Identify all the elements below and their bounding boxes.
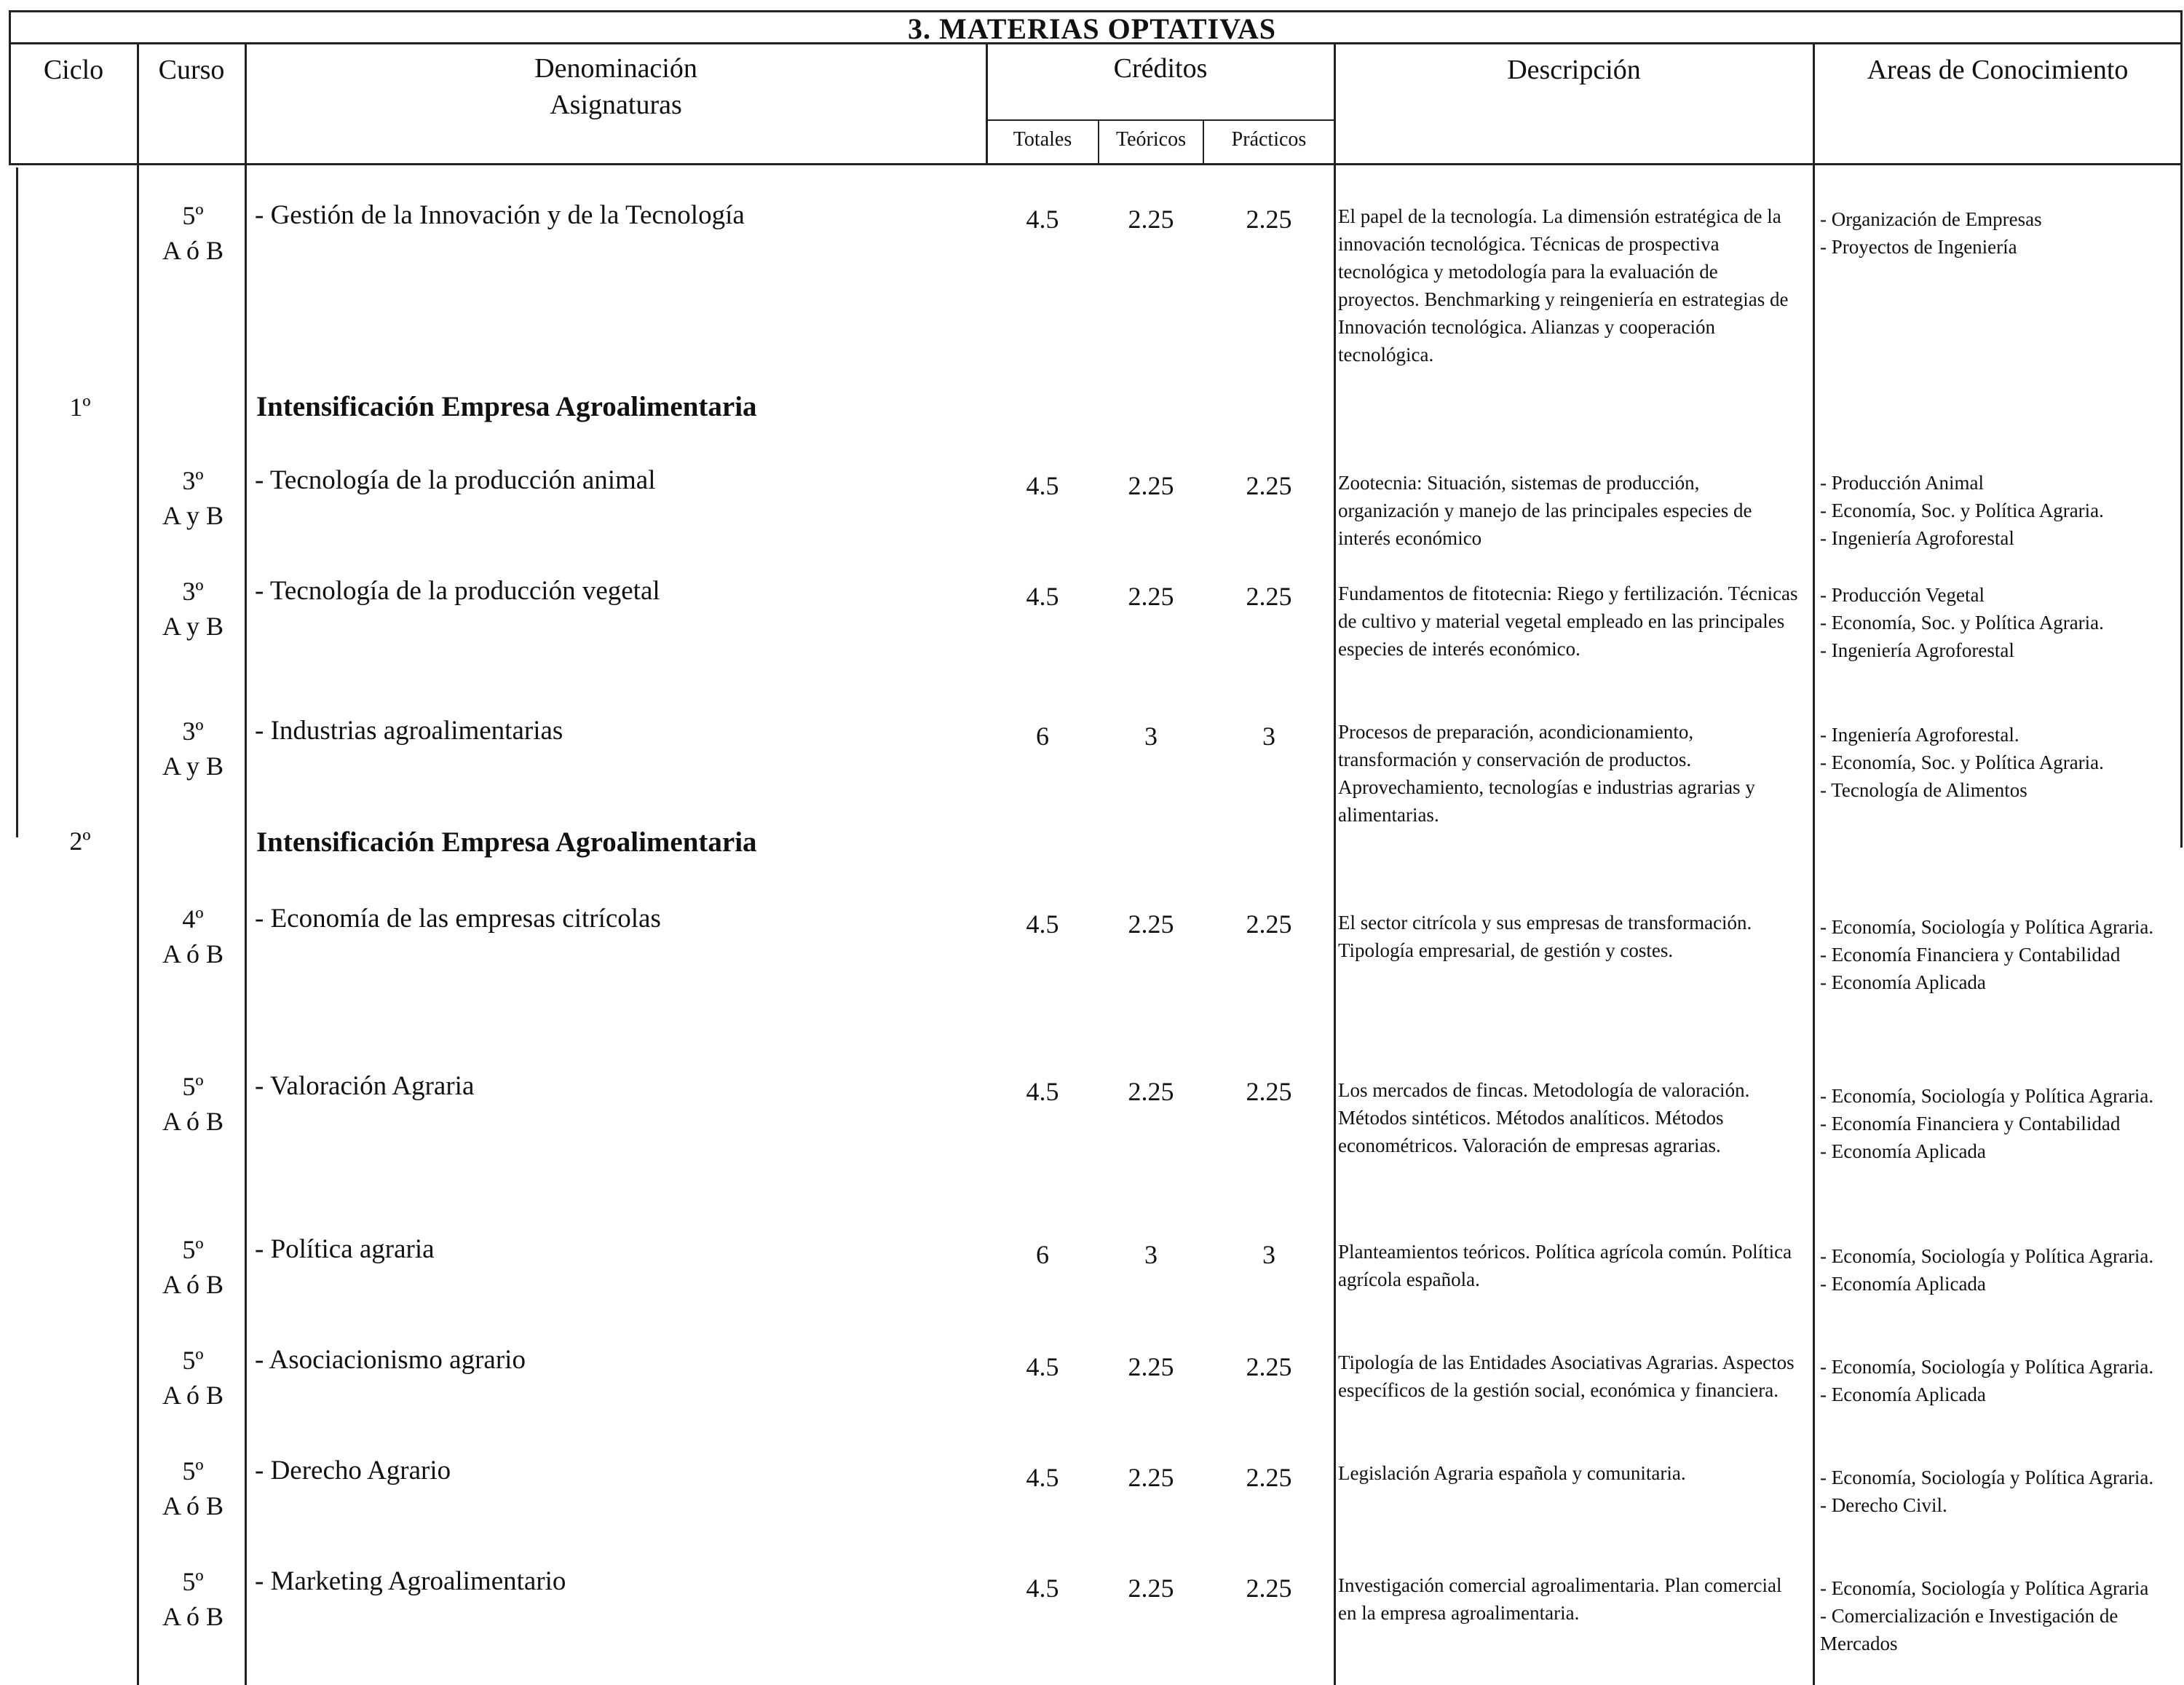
header-practicos: Prácticos: [1231, 128, 1307, 151]
creditos-teoricos: 3: [1144, 1240, 1158, 1269]
subject-name: - Industrias agroalimentarias: [255, 716, 563, 746]
curso-group: A y B: [162, 501, 224, 530]
area-item: - Economía, Sociología y Política Agraria.: [1820, 1085, 2154, 1107]
creditos-totales: 4.5: [1026, 205, 1059, 234]
area-item: - Proyectos de Ingeniería: [1820, 236, 2017, 258]
curso-year: 3º: [182, 466, 204, 495]
creditos-practicos: 2.25: [1246, 1352, 1292, 1381]
creditos-totales: 4.5: [1026, 1463, 1059, 1492]
curso-year: 5º: [182, 1456, 204, 1485]
subject-name: - Asociacionismo agrario: [255, 1345, 526, 1375]
area-item: - Ingeniería Agroforestal: [1820, 527, 2014, 549]
curso-group: A y B: [162, 751, 224, 781]
creditos-teoricos: 2.25: [1128, 1352, 1174, 1381]
area-item: - Economía Aplicada: [1820, 971, 1986, 993]
header-ciclo: Ciclo: [43, 55, 104, 85]
header-totales: Totales: [1013, 128, 1072, 151]
area-item: - Ingeniería Agroforestal: [1820, 639, 2014, 661]
areas-list: [1820, 581, 2177, 664]
descripcion-areas-divider: [1813, 42, 1815, 1685]
curso-group: A ó B: [162, 1270, 224, 1299]
descripcion-text: Zootecnia: Situación, sistemas de producción, organización y manejo de las principales especies de interés económico: [1338, 472, 1752, 549]
creditos-practicos: 3: [1262, 1240, 1275, 1269]
creditos-descripcion-divider: [1334, 42, 1336, 1685]
subject-name: - Valoración Agraria: [255, 1071, 475, 1101]
areas-list: [1820, 1353, 2177, 1408]
areas-list: [1820, 205, 2177, 261]
area-item: - Producción Animal: [1820, 472, 1984, 494]
table-right-border: [2180, 10, 2183, 848]
creditos-teoricos: 2.25: [1128, 1574, 1174, 1603]
creditos-totales: 4.5: [1026, 582, 1059, 611]
curso-year: 5º: [182, 1072, 204, 1101]
area-item: - Derecho Civil.: [1820, 1494, 1947, 1516]
subject-name: - Tecnología de la producción animal: [255, 465, 656, 495]
curso-year: 3º: [182, 717, 204, 746]
header-bottom-border: [9, 163, 2183, 165]
subject-name: - Economía de las empresas citrícolas: [255, 904, 661, 934]
area-item: - Economía, Sociología y Política Agraria.: [1820, 1356, 2154, 1378]
area-item: - Economía Aplicada: [1820, 1140, 1986, 1162]
creditos-totales: 6: [1036, 722, 1049, 751]
area-item: - Economía, Soc. y Política Agraria.: [1820, 500, 2104, 521]
creditos-practicos: 3: [1262, 722, 1275, 751]
curso-group: A ó B: [162, 939, 224, 968]
creditos-practicos: 2.25: [1246, 205, 1292, 234]
area-item: - Economía Financiera y Contabilidad: [1820, 944, 2121, 966]
areas-list: [1820, 721, 2177, 804]
area-item: - Economía Aplicada: [1820, 1384, 1986, 1405]
descripcion-text: El sector citrícola y sus empresas de transformación. Tipología empresarial, de gestión y costes.: [1338, 912, 1752, 961]
curso-year: 5º: [182, 1346, 204, 1375]
creditos-practicos: 2.25: [1246, 909, 1292, 939]
header-areas: Areas de Conocimiento: [1867, 55, 2129, 85]
area-item: - Economía Aplicada: [1820, 1273, 1986, 1295]
curso-group: A ó B: [162, 236, 224, 265]
ciclo-label: 1º: [69, 392, 91, 422]
creditos-teoricos: 2.25: [1128, 1077, 1174, 1106]
subject-name: - Gestión de la Innovación y de la Tecnología: [255, 200, 745, 230]
curso-group: A y B: [162, 612, 224, 641]
header-descripcion: Descripción: [1507, 55, 1641, 85]
creditos-totales: 4.5: [1026, 471, 1059, 500]
subject-name: - Tecnología de la producción vegetal: [255, 576, 660, 606]
curso-denominacion-divider: [245, 42, 247, 1685]
curso-year: 3º: [182, 577, 204, 606]
areas-list: [1820, 1242, 2177, 1298]
ciclo-label: 2º: [69, 826, 91, 856]
creditos-teoricos: 2.25: [1128, 471, 1174, 500]
creditos-practicos: 2.25: [1246, 1463, 1292, 1492]
creditos-totales: 4.5: [1026, 909, 1059, 939]
areas-list: [1820, 1082, 2177, 1165]
descripcion-text: Fundamentos de fitotecnia: Riego y fertilización. Técnicas de cultivo y material vegetal empleado en las principales especies de interés económico.: [1338, 583, 1798, 660]
ciclo-curso-divider: [137, 42, 139, 1685]
descripcion-text: Tipología de las Entidades Asociativas Agrarias. Aspectos específicos de la gestión social, económica y financiera.: [1338, 1351, 1795, 1401]
descripcion-text: El papel de la tecnología. La dimensión estratégica de la innovación tecnológica. Técnicas de prospectiva tecnológica y metodología para la evaluación de proyectos. Benchmarking y reingeniería en estrategias de Innovación tecnológica. Alianzas y cooperación tecnológica.: [1338, 205, 1789, 366]
header-creditos: Créditos: [1113, 53, 1208, 84]
table-left-border-lower: [16, 167, 18, 837]
header-curso: Curso: [158, 55, 225, 85]
area-item: - Ingeniería Agroforestal.: [1820, 724, 2019, 746]
descripcion-text: Los mercados de fincas. Metodología de valoración. Métodos sintéticos. Métodos analíticos. Métodos econométricos. Valoración de empresas agrarias.: [1338, 1079, 1750, 1156]
area-item: - Economía Financiera y Contabilidad: [1820, 1113, 2121, 1134]
subject-name: - Derecho Agrario: [255, 1456, 451, 1485]
section-title: 3. MATERIAS OPTATIVAS: [908, 12, 1276, 45]
curso-group: A ó B: [162, 1381, 224, 1410]
creditos-practicos: 2.25: [1246, 1077, 1292, 1106]
curso-year: 5º: [182, 1567, 204, 1596]
area-item: - Economía, Sociología y Política Agraria: [1820, 1577, 2149, 1599]
creditos-teoricos: 2.25: [1128, 1463, 1174, 1492]
curso-group: A ó B: [162, 1602, 224, 1631]
area-item: - Economía, Sociología y Política Agraria.: [1820, 1245, 2154, 1267]
header-denominacion-line1: Denominación: [534, 53, 697, 84]
area-item: - Comercialización e Investigación de Mercados: [1820, 1605, 2118, 1654]
creditos-practicos: 2.25: [1246, 582, 1292, 611]
creditos-teoricos: 3: [1144, 722, 1158, 751]
intensificacion-heading: Intensificación Empresa Agroalimentaria: [256, 826, 757, 858]
creditos-teoricos: 2.25: [1128, 582, 1174, 611]
areas-list: [1820, 913, 2177, 996]
area-item: - Economía, Soc. y Política Agraria.: [1820, 612, 2104, 634]
areas-list: [1820, 469, 2177, 552]
creditos-totales: 6: [1036, 1240, 1049, 1269]
area-item: - Economía, Sociología y Política Agraria.: [1820, 916, 2154, 938]
header-denominacion-line2: Asignaturas: [550, 90, 682, 120]
creditos-teoricos: 2.25: [1128, 909, 1174, 939]
curso-year: 5º: [182, 1235, 204, 1264]
intensificacion-heading: Intensificación Empresa Agroalimentaria: [256, 391, 757, 422]
areas-list: [1820, 1464, 2177, 1519]
curso-year: 5º: [182, 201, 204, 230]
area-item: - Organización de Empresas: [1820, 208, 2042, 230]
curso-group: A ó B: [162, 1491, 224, 1520]
descripcion-text: Planteamientos teóricos. Política agrícola común. Política agrícola española.: [1338, 1241, 1792, 1290]
creditos-totales: 4.5: [1026, 1574, 1059, 1603]
creditos-practicos: 2.25: [1246, 471, 1292, 500]
descripcion-text: Investigación comercial agroalimentaria. Plan comercial en la empresa agroalimentaria.: [1338, 1574, 1782, 1624]
creditos-totales: 4.5: [1026, 1352, 1059, 1381]
area-item: - Producción Vegetal: [1820, 584, 1985, 606]
area-item: - Tecnología de Alimentos: [1820, 779, 2027, 801]
creditos-teoricos: 2.25: [1128, 205, 1174, 234]
curso-group: A ó B: [162, 1107, 224, 1136]
header-teoricos: Teóricos: [1115, 128, 1186, 151]
creditos-totales: 4.5: [1026, 1077, 1059, 1106]
creditos-practicos: 2.25: [1246, 1574, 1292, 1603]
areas-list: [1820, 1574, 2177, 1657]
descripcion-text: Procesos de preparación, acondicionamiento, transformación y conservación de productos. Aprovechamiento, tecnologías e industrias agrarias y alimentarias.: [1338, 721, 1755, 826]
subject-name: - Política agraria: [255, 1234, 435, 1264]
curso-year: 4º: [182, 904, 204, 934]
area-item: - Economía, Soc. y Política Agraria.: [1820, 751, 2104, 773]
descripcion-text: Legislación Agraria española y comunitaria.: [1338, 1462, 1686, 1484]
creditos-subheader-border: [987, 119, 1334, 121]
area-item: - Economía, Sociología y Política Agraria.: [1820, 1467, 2154, 1488]
subject-name: - Marketing Agroalimentario: [255, 1566, 566, 1596]
